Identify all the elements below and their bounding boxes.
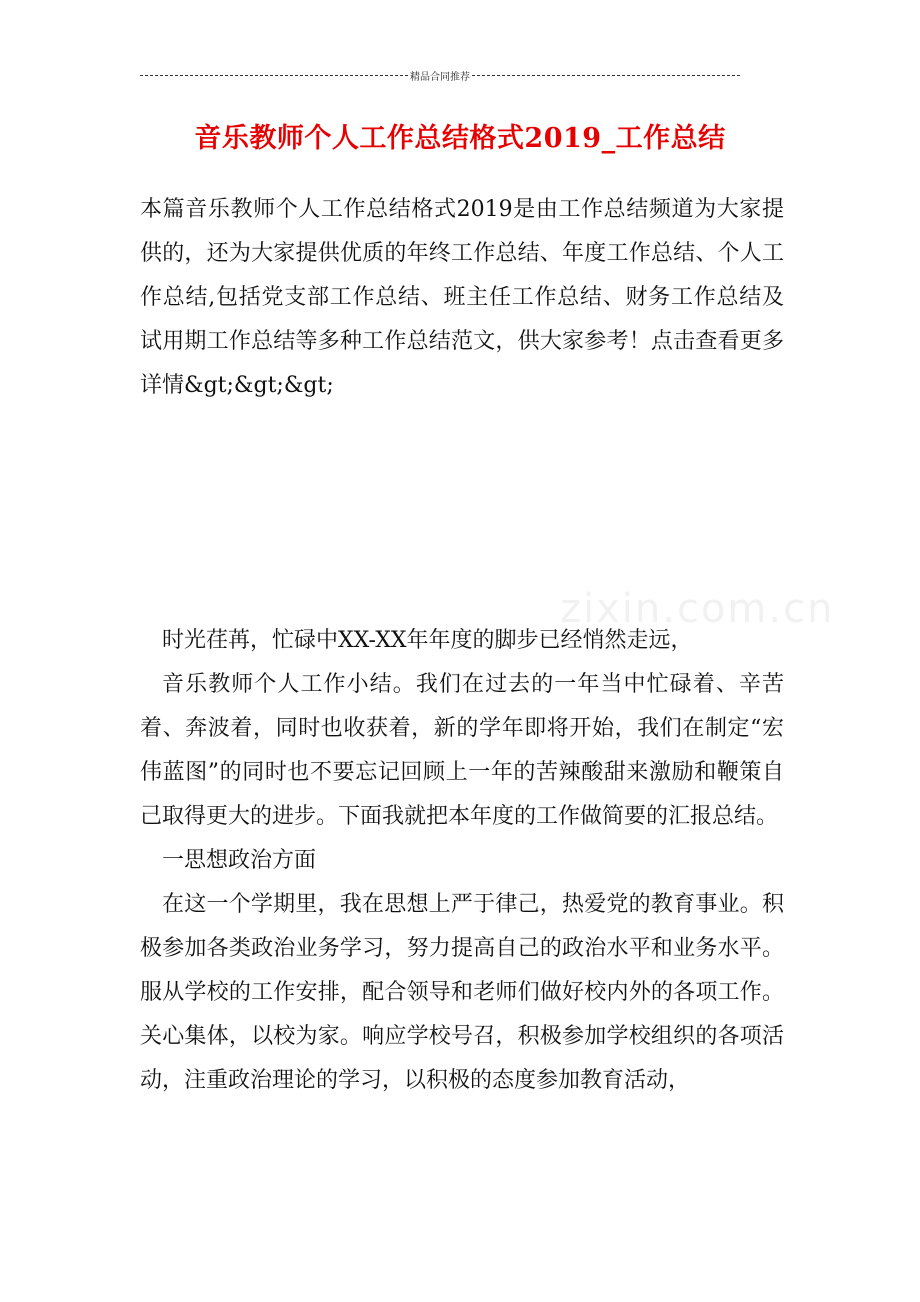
body-paragraph: 在这一个学期里，我在思想上严于律己，热爱党的教育事业。积极参加各类政治业务学习，努力提高自己的政治水平和业务水平。服从学校的工作安排，配合领导和老师们做好校内外的各项工作。关心集体，以校为家。响应学校号召，积极参加学校组织的各项活动，注重政治理论的学习，以积极的态度参加教育活动， (140, 892, 784, 1093)
body-paragraph: 音乐教师个人工作小结。我们在过去的一年当中忙碌着、辛苦着、奔波着，同时也收获着，新的学年即将开始，我们在制定“宏伟蓝图”的同时也不要忘记回顾上一年的苦辣酸甜来激励和鞭策自己取得更大的进步。下面我就把本年度的工作做简要的汇报总结。 (140, 672, 784, 829)
header-dashed-rule-left (140, 75, 408, 76)
document-title: 音乐教师个人工作总结格式2019_工作总结 (194, 123, 726, 154)
section-heading: 一思想政治方面 (162, 848, 317, 873)
header-label: 精品合同推荐 (410, 71, 470, 83)
page-header (140, 68, 740, 82)
watermark: zixin.com.cn (560, 586, 835, 632)
header-dashed-rule-right (472, 75, 740, 76)
intro-paragraph: 本篇音乐教师个人工作总结格式2019是由工作总结频道为大家提供的，还为大家提供优质的年终工作总结、年度工作总结、个人工作总结,包括党支部工作总结、班主任工作总结、财务工作总结及试用期工作总结等多种工作总结范文，供大家参考！点击查看更多详情&gt;&gt;&gt; (140, 197, 784, 398)
body-paragraph: 时光荏苒，忙碌中XX-XX年年度的脚步已经悄然走远， (162, 628, 693, 653)
document-body (140, 619, 784, 1103)
